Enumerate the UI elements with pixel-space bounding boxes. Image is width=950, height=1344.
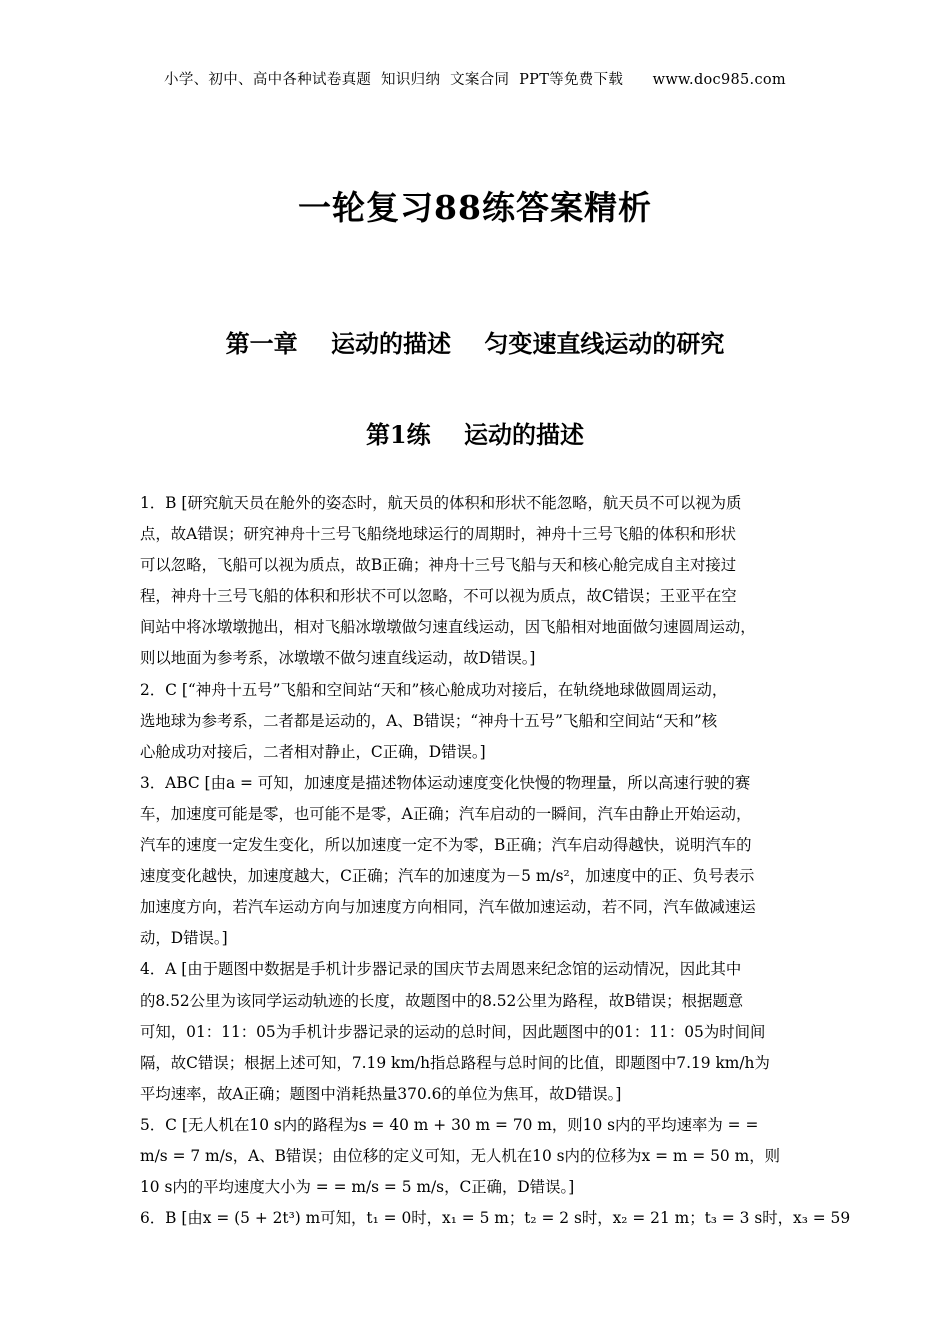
answer-line: 汽车的速度一定发生变化，所以加速度一定不为零，B正确；汽车启动得越快，说明汽车的: [140, 836, 752, 855]
answer-line: 5．C [无人机在10 s内的路程为s = 40 m + 30 m = 70 m，则10 s内的平均速率为 = =: [140, 1115, 759, 1134]
answer-line: 6．B [由x = (5 + 2t³) m可知，t₁ = 0时，x₁ = 5 m；t₂ = 2 s时，x₂ = 21 m；t₃ = 3 s时，x₃ = 59: [140, 1209, 851, 1228]
answer-line: 选地球为参考系，二者都是运动的，A、B错误；“神舟十五号”飞船和空间站“天和”核: [140, 711, 718, 730]
answer-line: 速度变化越快，加速度越大，C正确；汽车的加速度为－5 m/s²，加速度中的正、负号表示: [140, 867, 755, 886]
answer-line: 程，神舟十三号飞船的体积和形状不可以忽略，不可以视为质点，故C错误；王亚平在空: [140, 587, 737, 606]
chapter-heading: 第一章 运动的描述 匀变速直线运动的研究: [225, 329, 725, 358]
answer-line: 间站中将冰墩墩抛出，相对飞船冰墩墩做匀速直线运动，因飞船相对地面做匀速圆周运动，: [140, 618, 756, 637]
answer-line: 车，加速度可能是零，也可能不是零，A正确；汽车启动的一瞬间，汽车由静止开始运动，: [140, 804, 752, 823]
answer-line: 则以地面为参考系，冰墩墩不做匀速直线运动，故D错误。]: [140, 649, 536, 668]
answer-line: 4．A [由于题图中数据是手机计步器记录的国庆节去周恩来纪念馆的运动情况，因此其中: [140, 960, 742, 979]
page-header: 小学、初中、高中各种试卷真题 知识归纳 文案合同 PPT等免费下载 www.doc985.com: [164, 72, 786, 88]
answer-body: [140, 488, 851, 1234]
answer-line: m/s = 7 m/s，A、B错误；由位移的定义可知，无人机在10 s内的位移为x = m = 50 m，则: [140, 1146, 780, 1165]
answer-line: 可知，01：11：05为手机计步器记录的运动的总时间，因此题图中的01：11：05为时间间: [140, 1022, 766, 1041]
answer-line: 3．ABC [由a = 可知，加速度是描述物体运动速度变化快慢的物理量，所以高速行驶的赛: [140, 773, 751, 792]
answer-line: 点，故A错误；研究神舟十三号飞船绕地球运行的周期时，神舟十三号飞船的体积和形状: [140, 525, 736, 544]
answer-line: 10 s内的平均速度大小为 = = m/s = 5 m/s，C正确，D错误。]: [140, 1178, 575, 1197]
answer-line: 隔，故C错误；根据上述可知，7.19 km/h指总路程与总时间的比值，即题图中7.19 km/h为: [140, 1053, 770, 1072]
section-heading: 第1练 运动的描述: [365, 420, 585, 449]
answer-line: 1．B [研究航天员在舱外的姿态时，航天员的体积和形状不能忽略，航天员不可以视为质: [140, 494, 742, 512]
document-title: 一轮复习88练答案精析: [298, 188, 652, 227]
answer-line: 平均速率，故A正确；题图中消耗热量370.6的单位为焦耳，故D错误。]: [140, 1084, 622, 1103]
answer-line: 动，D错误。]: [140, 929, 228, 948]
answer-line: 可以忽略，飞船可以视为质点，故B正确；神舟十三号飞船与天和核心舱完成自主对接过: [140, 556, 737, 575]
answer-line: 加速度方向，若汽车运动方向与加速度方向相同，汽车做加速运动，若不同，汽车做减速运: [140, 898, 756, 917]
answer-line: 心舱成功对接后，二者相对静止，C正确，D错误。]: [140, 742, 486, 761]
answer-line: 2．C [“神舟十五号”飞船和空间站“天和”核心舱成功对接后，在轨绕地球做圆周运动，: [140, 680, 728, 699]
answer-line: 的8.52公里为该同学运动轨迹的长度，故题图中的8.52公里为路程，故B错误；根据题意: [140, 991, 744, 1010]
